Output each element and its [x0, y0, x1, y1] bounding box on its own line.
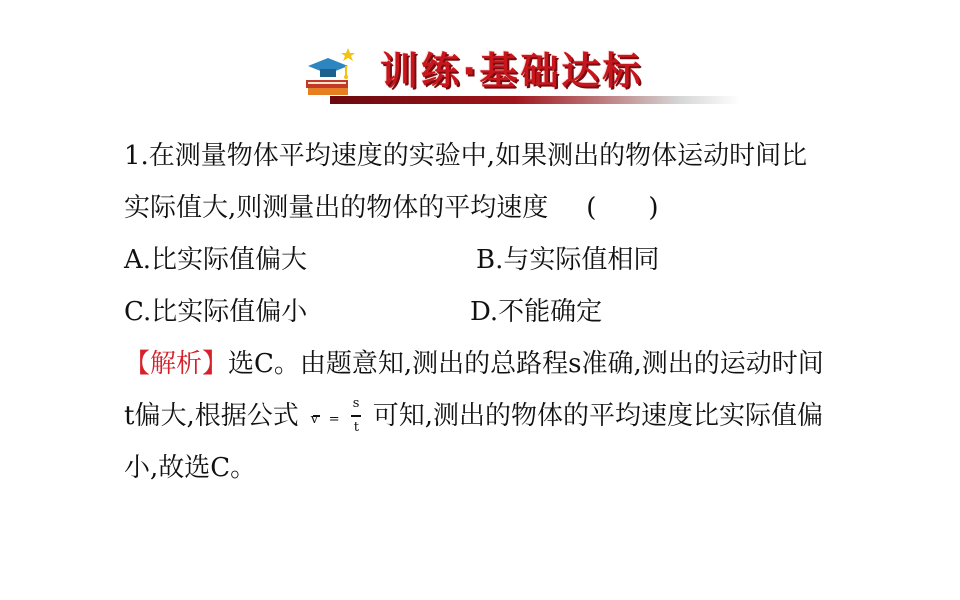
options-row-1: [124, 234, 924, 286]
section-title: 训练·基础达标: [380, 49, 644, 93]
question-stem-text: 实际值大,则测量出的物体的平均速度: [124, 193, 549, 223]
formula-equals: =: [328, 412, 340, 427]
velocity-formula: [299, 390, 373, 442]
section-header: [0, 0, 960, 110]
analysis-text-2a: t偏大,根据公式: [124, 401, 299, 431]
option-c: C.比实际值偏小: [124, 297, 308, 327]
analysis-text-1: 选C。由题意知,测出的总路程s准确,测出的运动时间: [228, 349, 824, 379]
question-stem-line-1: 1.在测量物体平均速度的实验中,如果测出的物体运动时间比: [124, 141, 808, 171]
analysis-line-1: [124, 338, 924, 390]
analysis-line-2: [124, 390, 924, 442]
graduation-cap-books-icon: [302, 44, 358, 100]
option-a: A.比实际值偏大: [124, 245, 308, 275]
fraction-bar: [351, 415, 361, 417]
option-b: B.与实际值相同: [476, 245, 660, 275]
options-row-2: [124, 286, 924, 338]
formula-denominator: t: [353, 420, 359, 435]
header-divider: [330, 96, 740, 104]
question-content: [124, 130, 924, 494]
answer-blank: ( ): [586, 193, 659, 223]
analysis-text-2b: 可知,测出的物体的平均速度比实际值偏: [372, 401, 823, 431]
question-stem-line-2: [124, 182, 924, 234]
analysis-line-3: 小,故选C。: [124, 453, 257, 483]
formula-numerator: s: [352, 396, 360, 411]
analysis-label: 【解析】: [124, 349, 229, 379]
formula-v: v: [310, 412, 319, 427]
option-d: D.不能确定: [470, 297, 603, 327]
